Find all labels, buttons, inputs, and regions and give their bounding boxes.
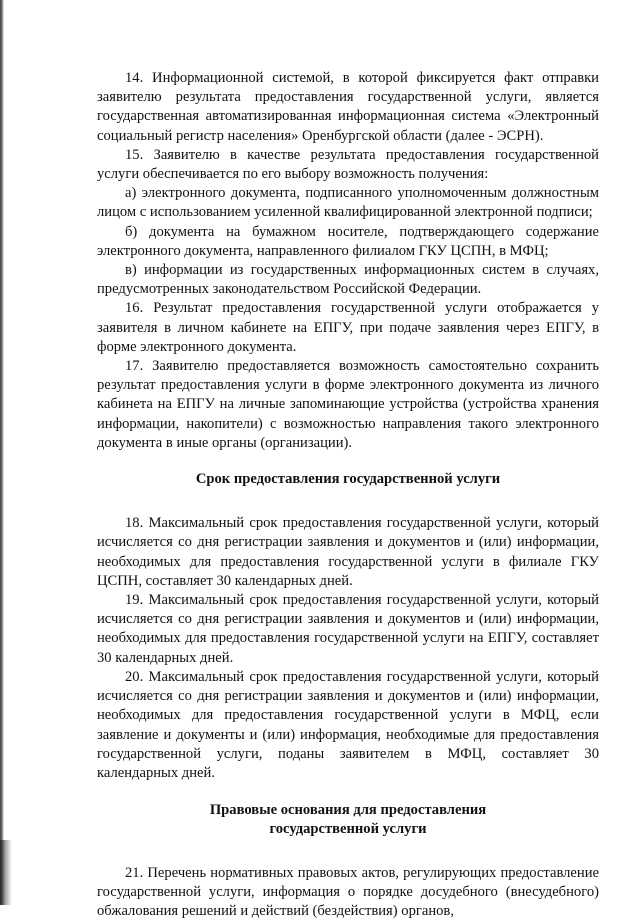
- scan-left-edge: [0, 0, 4, 905]
- section-heading-legal-basis-line2: государственной услуги: [269, 821, 427, 838]
- section-heading-term: Срок предоставления государственной услуги: [195, 471, 501, 488]
- paragraph-20: 20. Максимальный срок предоставления государственной услуги, который исчисляется со дня регистрации заявления и документов и (или) информации, необходимых для предоставления государственной услуги в МФЦ, если заявление и документы и (или) информация, необходимые для предоставления государственной услуги, поданы заявителем в МФЦ, составляет 30 календарных дней.: [97, 668, 599, 781]
- paragraph-15: 15. Заявителю в качестве результата предоставления государственной услуги обеспечивается по его выбору возможность получения:: [97, 146, 599, 183]
- document-body: [97, 69, 599, 921]
- paragraph-16: 16. Результат предоставления государственной услуги отображается у заявителя в личном кабинете на ЕПГУ, при подаче заявления через ЕПГУ, в форме электронного документа.: [97, 300, 599, 355]
- scan-bottom-left-shadow: [0, 840, 12, 905]
- paragraph-14: 14. Информационной системой, в которой фиксируется факт отправки заявителю результата предоставления государственной услуги, является государственная автоматизированная информационная система «Электронный социальный регистр населения» Оренбургской области (далее - ЭСРН).: [97, 70, 599, 144]
- paragraph-15-v: в) информации из государственных информационных систем в случаях, предусмотренных законодательством Российской Федерации.: [97, 262, 599, 298]
- paragraph-19: 19. Максимальный срок предоставления государственной услуги, который исчисляется со дня регистрации заявления и документов и (или) информации, необходимых для предоставления государственной услуги на ЕПГУ, составляет 30 календарных дней.: [97, 592, 599, 666]
- paragraph-17: 17. Заявителю предоставляется возможность самостоятельно сохранить результат предоставления услуги в форме электронного документа из личного кабинета на ЕПГУ на личные запоминающие устройства (устройства хранения информации, накопители) с возможностью направления такого электронного документа в иные органы (организации).: [97, 358, 599, 451]
- paragraph-21: 21. Перечень нормативных правовых актов, регулирующих предоставление государственной услуги, информация о порядке досудебного (внесудебного) обжалования решений и действий (бездействия) органов,: [97, 864, 599, 919]
- paragraph-15-a: а) электронного документа, подписанного уполномоченным должностным лицом с использованием усиленной квалифицированной электронной подписи;: [97, 185, 599, 221]
- section-heading-legal-basis-line1: Правовые основания для предоставления: [209, 802, 487, 819]
- paragraph-18: 18. Максимальный срок предоставления государственной услуги, который исчисляется со дня регистрации заявления и документов и (или) информации, необходимых для предоставления государственной услуги в филиале ГКУ ЦСПН, составляет 30 календарных дней.: [97, 515, 599, 589]
- paragraph-15-b: б) документа на бумажном носителе, подтверждающего содержание электронного документа, направленного филиалом ГКУ ЦСПН, в МФЦ;: [97, 223, 599, 259]
